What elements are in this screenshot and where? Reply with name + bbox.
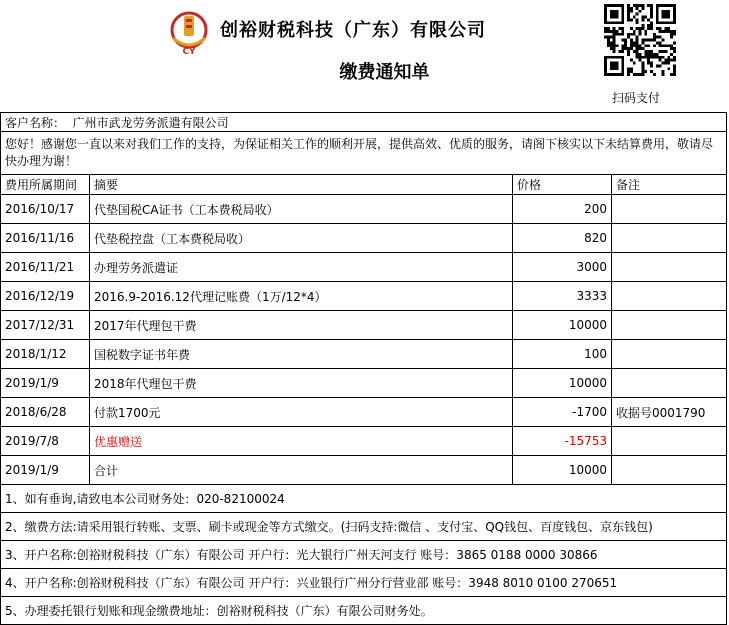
price-cell: 100 [513,340,612,369]
table-row [1,253,727,282]
table-row [1,311,727,340]
period-cell: 2019/1/9 [1,369,90,398]
greeting-row [1,132,727,175]
note-row [1,569,727,597]
table-row [1,340,727,369]
price-cell: 10000 [513,311,612,340]
note-cell [612,253,727,282]
period-cell: 2016/11/16 [1,224,90,253]
company-logo [165,8,213,56]
period-cell: 2016/11/21 [1,253,90,282]
period-cell: 2017/12/31 [1,311,90,340]
col-header-period: 费用所属期间 [1,175,90,195]
note-cell [612,369,727,398]
desc-cell: 办理劳务派遣证 [90,253,513,282]
period-cell: 2016/10/17 [1,195,90,224]
desc-cell: 2017年代理包干费 [90,311,513,340]
note-cell [612,195,727,224]
period-cell: 2018/1/12 [1,340,90,369]
note-text: 5、办理委托银行划账和现金缴费地址：创裕财税科技（广东）有限公司财务处。 [1,597,727,625]
price-cell: 10000 [513,369,612,398]
desc-cell: 国税数字证书年费 [90,340,513,369]
price-cell: 10000 [513,456,612,485]
table-row [1,195,727,224]
col-header-note: 备注 [612,175,727,195]
total-row [1,456,727,485]
price-cell: 3000 [513,253,612,282]
note-cell [612,456,727,485]
document-header [0,0,729,112]
company-name: 创裕财税科技（广东）有限公司 [220,20,486,41]
desc-cell: 代垫国税CA证书（工本费税局收） [90,195,513,224]
logo-text: CY [182,47,196,56]
desc-cell: 代垫税控盘（工本费税局收） [90,224,513,253]
note-cell [612,224,727,253]
price-cell: 200 [513,195,612,224]
table-row [1,398,727,427]
desc-cell: 优惠赠送 [90,427,513,456]
period-cell: 2019/7/8 [1,427,90,456]
note-row [1,513,727,541]
desc-cell: 付款1700元 [90,398,513,427]
qr-code[interactable] [604,4,676,76]
table-row [1,282,727,311]
price-cell: 820 [513,224,612,253]
note-cell: 收据号0001790 [612,398,727,427]
customer-row [1,113,727,132]
note-cell [612,282,727,311]
note-text: 4、开户名称:创裕财税科技（广东）有限公司 开户行：兴业银行广州分行营业部 账号：3948 8010 0100 270651 [1,569,727,597]
note-text: 3、开户名称:创裕财税科技（广东）有限公司 开户行：光大银行广州天河支行 账号：3865 0188 0000 30866 [1,541,727,569]
col-header-price: 价格 [513,175,612,195]
customer-name: 广州市武龙劳务派遣有限公司 [72,115,229,130]
table-row [1,427,727,456]
price-cell: -1700 [513,398,612,427]
note-text: 1、如有垂询,请致电本公司财务处：020-82100024 [1,485,727,513]
note-cell [612,311,727,340]
note-cell [612,427,727,456]
desc-cell: 2016.9-2016.12代理记账费（1万/12*4） [90,282,513,311]
price-cell: 3333 [513,282,612,311]
period-cell: 2016/12/19 [1,282,90,311]
document-title: 缴费通知单 [339,62,430,83]
note-row [1,485,727,513]
note-row [1,597,727,625]
period-cell: 2018/6/28 [1,398,90,427]
note-cell [612,340,727,369]
desc-cell: 2018年代理包干费 [90,369,513,398]
price-cell: -15753 [513,427,612,456]
col-header-desc: 摘要 [90,175,513,195]
desc-cell: 合计 [90,456,513,485]
greeting-text: 您好！感谢您一直以来对我们工作的支持，为保证相关工作的顺利开展，提供高效、优质的服务，请阁下核实以下未结算费用，敬请尽快办理为谢！ [1,132,727,175]
table-row [1,369,727,398]
period-cell: 2019/1/9 [1,456,90,485]
table-row [1,224,727,253]
billing-table [0,112,727,625]
customer-cell [1,113,727,132]
qr-label: 扫码支付 [612,91,661,105]
customer-label: 客户名称： [5,115,66,130]
table-header-row [1,175,727,195]
note-text: 2、缴费方法:请采用银行转账、支票、刷卡或现金等方式缴交。(扫码支持:微信 、支付宝、QQ钱包、百度钱包、京东钱包) [1,513,727,541]
note-row [1,541,727,569]
